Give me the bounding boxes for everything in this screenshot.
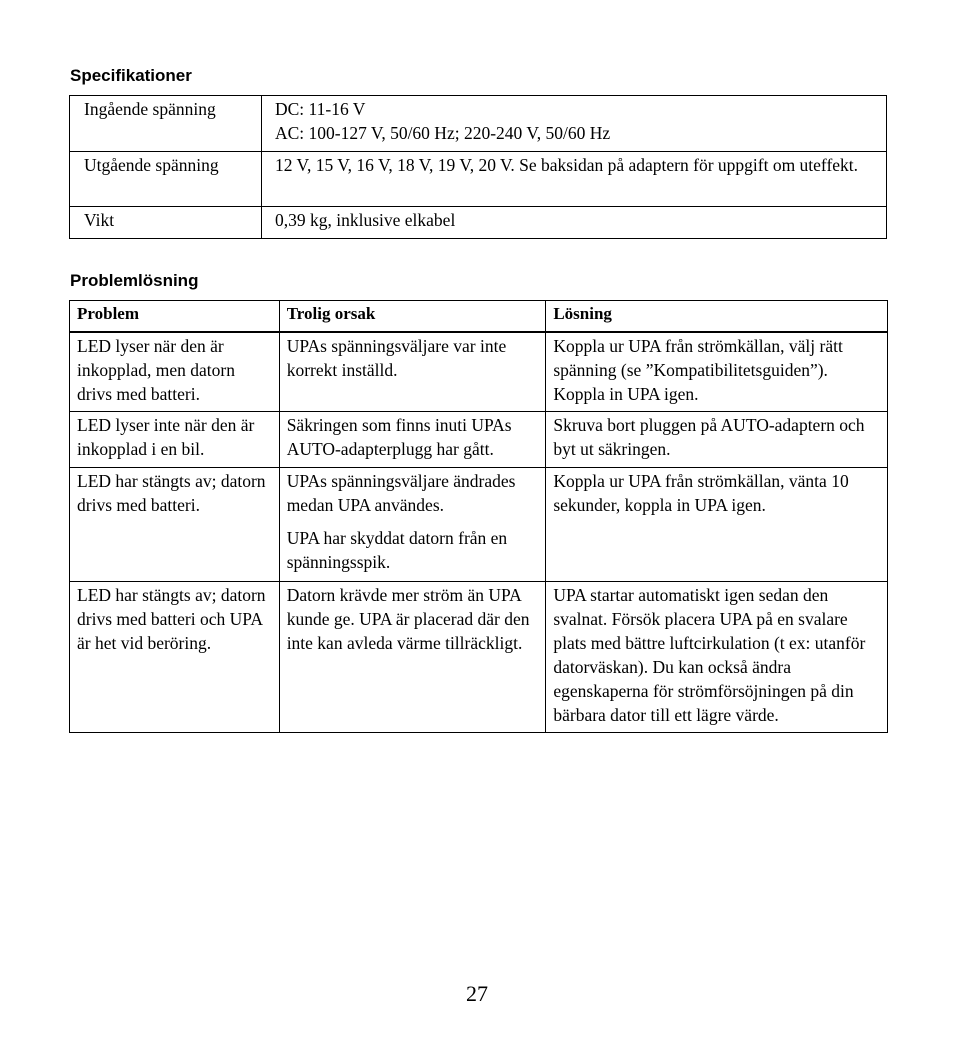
spec-value-line: 0,39 kg, inklusive elkabel	[275, 210, 456, 230]
cause-cell	[279, 468, 546, 582]
column-header-cause: Trolig orsak	[279, 301, 546, 333]
cause-text: UPAs spänningsväljare ändrades medan UPA användes.	[286, 471, 516, 515]
problem-cell: LED lyser inte när den är inkopplad i en bil.	[70, 412, 280, 468]
solution-cell: Koppla ur UPA från strömkällan, vänta 10 sekunder, koppla in UPA igen.	[546, 468, 888, 582]
table-row	[70, 332, 888, 412]
troubleshooting-heading: Problemlösning	[70, 271, 199, 290]
cause-text: Datorn krävde mer ström än UPA kunde ge. UPA är placerad där den inte kan avleda värme tillräckligt.	[286, 585, 530, 653]
spec-value	[262, 207, 887, 239]
specifications-heading: Specifikationer	[70, 66, 192, 85]
specifications-table	[69, 95, 887, 239]
page-number: 27	[466, 981, 488, 1006]
cause-cell	[279, 412, 546, 468]
spec-row-output-voltage	[70, 152, 887, 207]
solution-cell: Koppla ur UPA från strömkällan, välj rätt spänning (se ”Kompatibilitetsguiden”). Koppla in UPA igen.	[546, 332, 888, 412]
cause-text: Säkringen som finns inuti UPAs AUTO-adapterplugg har gått.	[286, 415, 512, 459]
table-row	[70, 412, 888, 468]
cause-text: UPA har skyddat datorn från en spänningsspik.	[286, 528, 508, 572]
problem-cell: LED lyser när den är inkopplad, men datorn drivs med batteri.	[70, 332, 280, 412]
cause-cell	[279, 332, 546, 412]
solution-cell: Skruva bort pluggen på AUTO-adaptern och byt ut säkringen.	[546, 412, 888, 468]
solution-cell: UPA startar automatiskt igen sedan den svalnat. Försök placera UPA på en svalare plats med bättre luftcirkulation (t ex: utanför datorväskan). Du kan också ändra egenskaperna för strömförsöjningen på din bärbara dator till ett lägre värde.	[546, 582, 888, 733]
column-header-solution: Lösning	[546, 301, 888, 333]
spec-value-line: 12 V, 15 V, 16 V, 18 V, 19 V, 20 V. Se baksidan på adaptern för uppgift om uteffekt.	[275, 155, 859, 175]
troubleshooting-table	[69, 300, 888, 733]
spec-value-line: AC: 100-127 V, 50/60 Hz; 220-240 V, 50/60 Hz	[275, 123, 611, 143]
cause-text: UPAs spänningsväljare var inte korrekt inställd.	[286, 336, 507, 380]
table-row	[70, 468, 888, 582]
spec-value	[262, 152, 887, 207]
table-row	[70, 582, 888, 733]
spec-value-line: DC: 11-16 V	[275, 99, 366, 119]
spec-label: Utgående spänning	[70, 152, 262, 207]
spec-label: Vikt	[70, 207, 262, 239]
table-header-row	[70, 301, 888, 333]
spec-row-weight	[70, 207, 887, 239]
column-header-problem: Problem	[70, 301, 280, 333]
problem-cell: LED har stängts av; datorn drivs med batteri.	[70, 468, 280, 582]
cause-cell	[279, 582, 546, 733]
problem-cell: LED har stängts av; datorn drivs med batteri och UPA är het vid beröring.	[70, 582, 280, 733]
spec-label: Ingående spänning	[70, 96, 262, 152]
spec-value	[262, 96, 887, 152]
spec-row-input-voltage	[70, 96, 887, 152]
